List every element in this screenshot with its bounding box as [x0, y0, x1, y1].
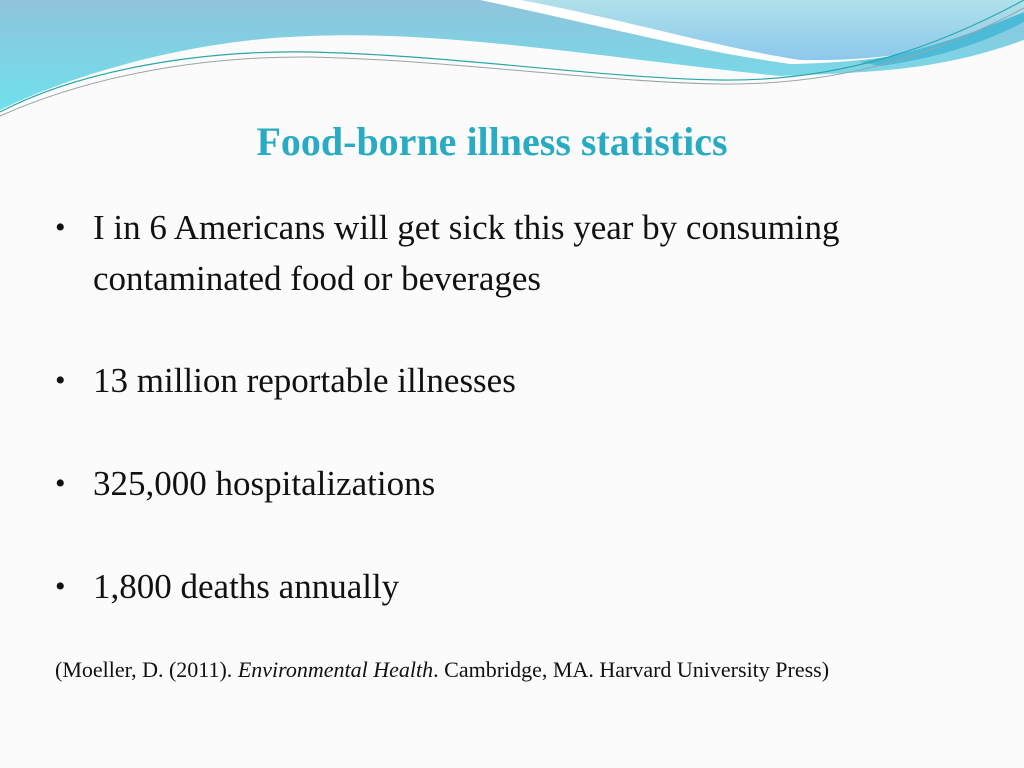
bullet-item [55, 458, 955, 509]
bullet-marker: • [55, 467, 66, 500]
bullet-text: 325,000 hospitalizations [93, 464, 436, 503]
bullet-text: I in 6 Americans will get sick this year by consuming contaminated food or beverages [93, 208, 840, 298]
citation-book-title: Environmental Health [237, 657, 434, 682]
bullet-item [55, 561, 955, 612]
bullet-text: 13 million reportable illnesses [93, 361, 516, 400]
bullet-marker: • [55, 364, 66, 397]
citation-prefix: (Moeller, D. (2011). [55, 657, 238, 682]
citation [55, 654, 975, 686]
bullet-marker: • [55, 211, 66, 244]
bullet-marker: • [55, 570, 66, 603]
bullet-text: 1,800 deaths annually [93, 567, 400, 606]
citation-suffix: . Cambridge, MA. Harvard University Press) [433, 657, 830, 682]
bullet-list [55, 202, 955, 612]
bullet-item [55, 355, 955, 406]
bullet-item [55, 202, 955, 304]
slide-title: Food-borne illness statistics [256, 119, 728, 164]
